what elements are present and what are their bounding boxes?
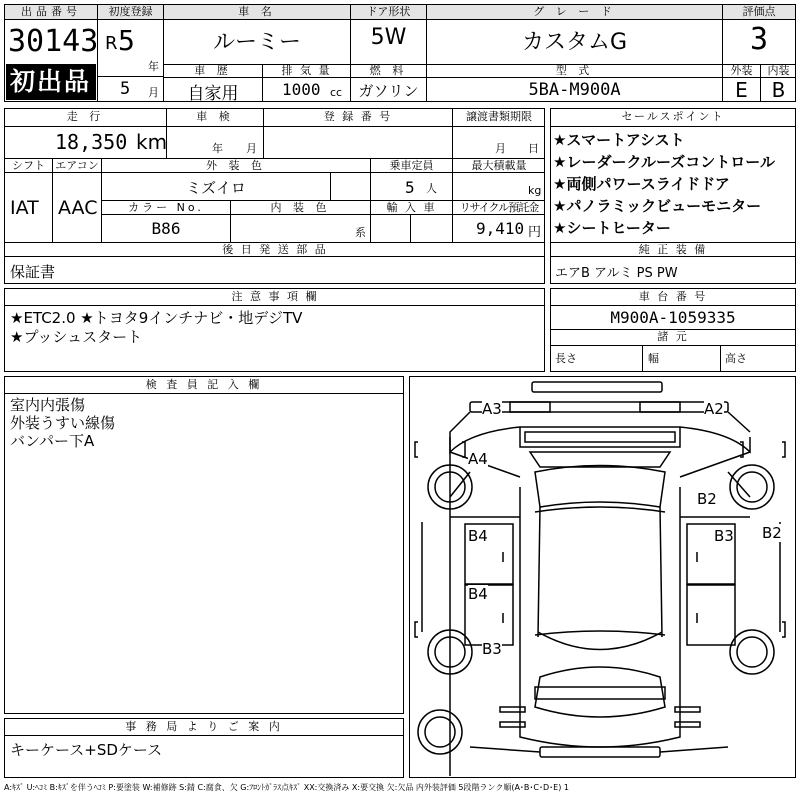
chassis-number: M900A-1059335 [610,308,736,327]
transfer-month-unit: 月 [495,142,506,155]
office-label: 事 務 局 よ り ご 案 内 [125,720,283,733]
inspection-label: 車 検 [196,110,234,123]
inspection-year-unit: 年 [212,142,223,155]
mileage: 18,350 [55,130,128,154]
recycle-unit: 円 [528,225,542,240]
recycle-label: リサイクル預託金 [459,201,539,214]
fuel: ガソリン [358,82,419,100]
grade: カスタムG [521,30,628,55]
later-parts-label: 後 日 発 送 部 品 [222,243,328,256]
history-label: 車 歴 [194,64,232,77]
interior-label: 内装 [767,64,790,77]
dims-width-label: 幅 [648,352,659,365]
sales-point: ★パノラミックビューモニター [553,197,762,215]
car-diagram-svg [410,377,794,776]
lot-number: 30143 [8,24,99,59]
damage-mark: B3 [482,640,502,658]
int-color-unit: 系 [355,226,366,239]
sales-point: ★スマートアシスト [553,131,685,149]
inspector-label: 検 査 員 記 入 欄 [145,378,263,391]
dims-height-label: 高さ [725,352,747,365]
plate-label: 登 録 番 号 [323,110,393,123]
damage-mark: A3 [482,400,502,418]
displacement-label: 排 気 量 [281,64,332,77]
ac-label: エアコン [55,159,99,172]
damage-diagram [409,376,796,778]
sales-point: ★両側パワースライドドア [553,175,730,193]
mileage-unit: km [136,130,168,154]
model-label: 型 式 [555,64,594,77]
notes-line: ★プッシュスタート [10,328,143,346]
displacement: 1000 [282,80,321,99]
reg-year-unit: 年 [148,60,159,73]
inspection-month-unit: 月 [246,142,257,155]
color-no-value: B86 [151,219,181,238]
exterior-label: 外装 [730,64,753,77]
damage-mark: B4 [468,585,488,603]
damage-mark: B3 [714,527,734,545]
reg-month-unit: 月 [148,86,159,99]
load-label: 最大積載量 [471,159,527,172]
color-label: 外 装 色 [206,159,266,172]
first-listing-label: 初出品 [10,67,92,96]
sales-point: ★シートヒーター [553,219,671,237]
damage-mark: B2 [697,490,717,508]
shift-value: IAT [10,197,39,219]
damage-mark: A4 [468,450,488,468]
notes-label: 注 意 事 項 欄 [231,290,319,303]
grade-label: グ レ ー ド [427,5,722,20]
damage-mark: B2 [762,524,782,542]
history: 自家用 [187,84,239,104]
recycle-value: 9,410 [476,219,525,238]
ac-value: AAC [58,197,98,219]
sales-point-list [553,129,795,239]
dims-label: 諸 元 [657,330,689,343]
import-label: 輸 入 車 [386,201,437,214]
sales-label: セールスポイント [621,110,725,123]
inspector-line: 外装うすい線傷 [10,414,116,432]
displacement-unit: cc [330,86,343,99]
model-code: 5BA-M900A [528,80,621,100]
office-value: キーケース+SDケース [10,741,163,759]
inspector-line: バンパー下A [10,432,95,450]
load-unit: kg [528,184,542,197]
capacity-value: 5 [405,178,415,197]
shift-label: シフト [12,159,45,172]
car-name-label: 車 名 [164,5,350,20]
capacity-label: 乗車定員 [389,159,434,172]
score: 3 [749,22,769,57]
equipment-value: エアB アルミ PS PW [555,266,678,281]
equipment-label: 純 正 装 備 [638,243,708,256]
chassis-label: 車 台 番 号 [638,290,708,303]
later-parts-value: 保証書 [10,263,56,281]
transfer-day-unit: 日 [528,142,539,155]
sales-point: ★レーダークルーズコントロール [553,153,775,171]
dims-length-label: 長さ [555,352,577,365]
capacity-unit: 人 [426,182,437,195]
score-label: 評価点 [723,5,795,20]
notes-line: ★ETC2.0 ★トヨタ9インチナビ・地デジTV [10,309,303,327]
reg-month: 5 [120,79,131,99]
color-no-label: カラー No. [128,201,204,214]
inspector-line: 室内内張傷 [10,396,86,414]
car-name: ルーミー [212,30,301,55]
reg-label: 初度登録 [98,5,163,20]
int-color-label: 内 装 色 [270,201,331,214]
lot-label: 出品番号 [5,5,97,20]
interior-grade: B [771,78,786,102]
door-label: ドア形状 [351,5,426,20]
fuel-label: 燃 料 [369,64,408,77]
damage-mark: B4 [468,527,488,545]
damage-mark: A2 [704,400,724,418]
mileage-label: 走 行 [66,110,105,123]
exterior-grade: E [735,78,748,102]
legend-footer: A:ｷｽﾞ U:ﾍｺﾐ B:ｷｽﾞを伴うﾍｺﾐ P:要塗装 W:補修跡 S:錆 C:腐食、欠 G:ﾌﾛﾝﾄｶﾞﾗｽ点ｷｽﾞ XX:交換済み X:要交換 欠:欠品 内外装評価 5段階ランク順(A･B･C･D･E) 1 [4,783,569,792]
transfer-label: 譲渡書類期限 [466,110,532,123]
color-value: ミズイロ [186,179,246,197]
reg-era: R [105,33,118,54]
reg-year: 5 [118,24,135,57]
door-type: 5W [370,25,407,50]
